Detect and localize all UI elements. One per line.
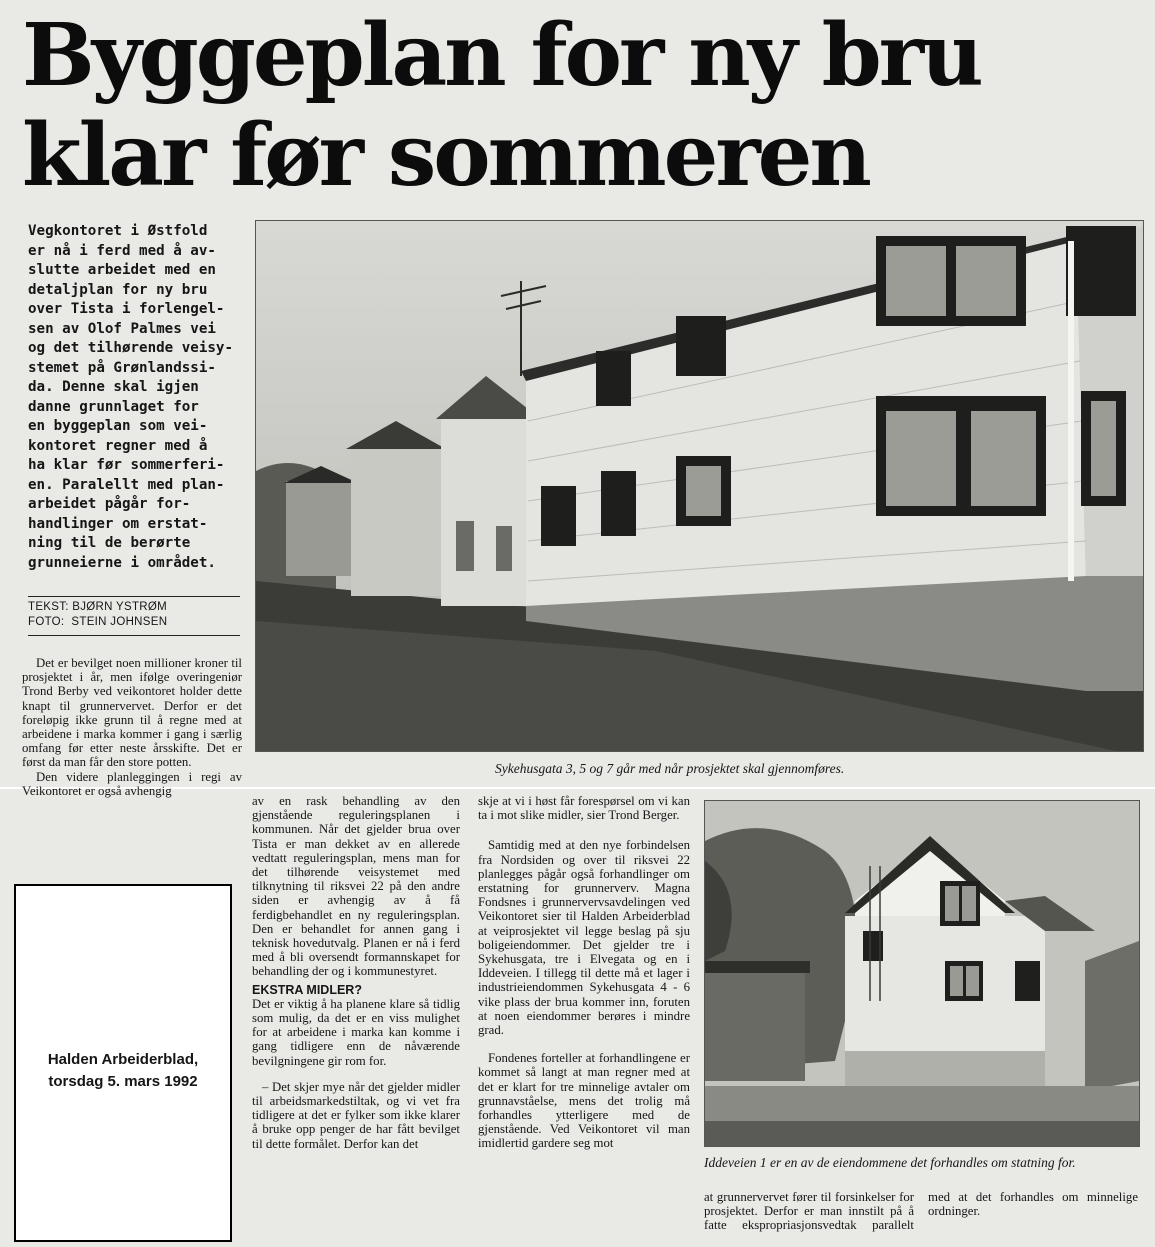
source-line-1: Halden Arbeiderblad,	[47, 1051, 199, 1068]
headline-line-1: Byggeplan for ny bru	[22, 5, 981, 106]
byline-rule-bottom	[28, 635, 240, 636]
column-1-para-2: Den videre planleggingen i regi av Veikontoret er også avhengig	[22, 769, 242, 798]
headline-line-2: klar før sommeren	[22, 105, 869, 206]
column-2	[252, 794, 460, 1151]
ingress-line: handlinger om erstat-	[28, 515, 208, 532]
source-box	[14, 884, 232, 1242]
ingress-line: ha klar før sommerferi-	[28, 457, 225, 473]
ingress-line: stemet på Grønlandssi-	[28, 359, 216, 376]
ingress-line: sen av Olof Palmes vei	[28, 320, 216, 337]
ingress-line: arbeidet pågår for-	[28, 496, 191, 512]
ingress-line: en byggeplan som vei-	[28, 418, 208, 434]
source-label	[16, 1049, 230, 1093]
column-2-para-1: av en rask behandling av den gjenstående reguleringsplanen i kommunen. Når det gjelder brua over Tista er man dekket av en allerede vedtatt reguleringsplan, mens man for det tilhørende veisystemet med tilknytning til riksvei 22 på den andre siden er avhengig av å få ferdigbehandlet en ny reguleringsplan. Den er behandlet for annen gang i teknisk hovedutvalg. Planen er nå i ferd med å bli oversendt formannskapet for behandling der og i kommunestyret.	[252, 794, 460, 979]
small-photo-caption: Iddeveien 1 er en av de eiendommene det forhandles om statning for.	[704, 1155, 1076, 1170]
source-line-2: torsdag 5. mars 1992	[48, 1073, 198, 1090]
main-photo	[255, 220, 1144, 752]
column-3-para-1: skje at vi i høst får forespørsel om vi kan ta i mot slike midler, sier Trond Berger.	[478, 794, 690, 823]
column-3-para-3: Fondenes forteller at forhandlingene er kommet så langt at man regner med at det er klart for tre minnelige avtaler om grunnavståelse, mens det trolig må forhandles ytterligere med de gjenstående. Ved Veikontoret vil man imidlertid gardere seg mot	[478, 1051, 690, 1151]
column-4	[704, 1190, 1138, 1233]
ingress	[28, 222, 238, 573]
column-1-para-1: Det er bevilget noen millioner kroner til prosjektet i år, men ifølge overingeniør Trond Berby ved veikontoret holder dette knapt til grunnervervet. Derfor er det foreløpig ikke grunn til å regne med at arbeidene i marka kommer i gang i særlig omfang før etter neste årsskifte. Det er først da man får den store potten.	[22, 656, 242, 770]
byline	[28, 600, 167, 630]
small-photo	[704, 800, 1140, 1147]
column-2-para-2: Det er viktig å ha planene klare så tidlig som mulig, da det er en viss mulighet for at arbeidene i marka kan komme i gang tidligere enn de nåværende bevilgningene gir rom for.	[252, 996, 460, 1068]
ingress-line: danne grunnlaget for	[28, 398, 199, 415]
ingress-line: grunneierne i området.	[28, 554, 216, 571]
headline	[22, 6, 1142, 206]
ingress-line: og det tilhørende veisy-	[28, 340, 233, 356]
column-4-para-1: at grunnervervet fører til forsinkelser for prosjektet. Derfor er man innstilt på å fatte ekspropriasjonsvedtak parallelt med at det forhandles om minnelige ordninger.	[704, 1190, 1138, 1233]
byline-rule	[28, 596, 240, 597]
column-3	[478, 794, 690, 1151]
ingress-line: Vegkontoret i Østfold	[28, 223, 208, 239]
sykehusgata-houses-image	[256, 221, 1143, 751]
column-3-para-2: Samtidig med at den nye forbindelsen fra Nordsiden og over til riksvei 22 planlegges pågår også forhandlinger om erstatning for grunnerverv. Magna Fondsnes i grunnervervsavdelingen ved Veikontoret sier til Halden Arbeiderblad at veiprosjektet vil legge beslag på sju boligeiendommer. Det gjelder tre i Sykehusgata, tre i Elvegata og en i Iddeveien. I tillegg til dette må et lager i industrieiendommen Sykehusgata 4 - 6 vike plass der brua kommer inn, foruten at noen eiendommer berøres i mindre grad.	[478, 838, 690, 1038]
ingress-line: da. Denne skal igjen	[28, 379, 199, 395]
ingress-line: kontoret regner med å	[28, 437, 208, 454]
ingress-line: over Tista i forlengel-	[28, 301, 225, 317]
ingress-line: slutte arbeidet med en	[28, 262, 216, 278]
ingress-line: er nå i ferd med å av-	[28, 242, 216, 259]
ingress-line: ning til de berørte	[28, 535, 191, 551]
byline-photo: FOTO: STEIN JOHNSEN	[28, 616, 168, 628]
iddeveien-house-image	[705, 801, 1139, 1146]
column-1	[22, 656, 242, 798]
byline-text: TEKST: BJØRN YSTRØM	[28, 601, 168, 613]
column-2-para-3: – Det skjer mye når det gjelder midler til arbeidsmarkedstiltak, og vi vet fra tidligere at det er fylker som ikke klarer å bruke opp penger de har fått bevilget til dette formålet. Derfor kan det	[252, 1079, 460, 1151]
main-photo-caption: Sykehusgata 3, 5 og 7 går med når prosjektet skal gjennomføres.	[495, 761, 845, 776]
ingress-line: en. Paralellt med plan-	[28, 476, 225, 493]
subhead-ekstra-midler: EKSTRA MIDLER?	[252, 982, 362, 997]
ingress-line: detaljplan for ny bru	[28, 281, 208, 298]
